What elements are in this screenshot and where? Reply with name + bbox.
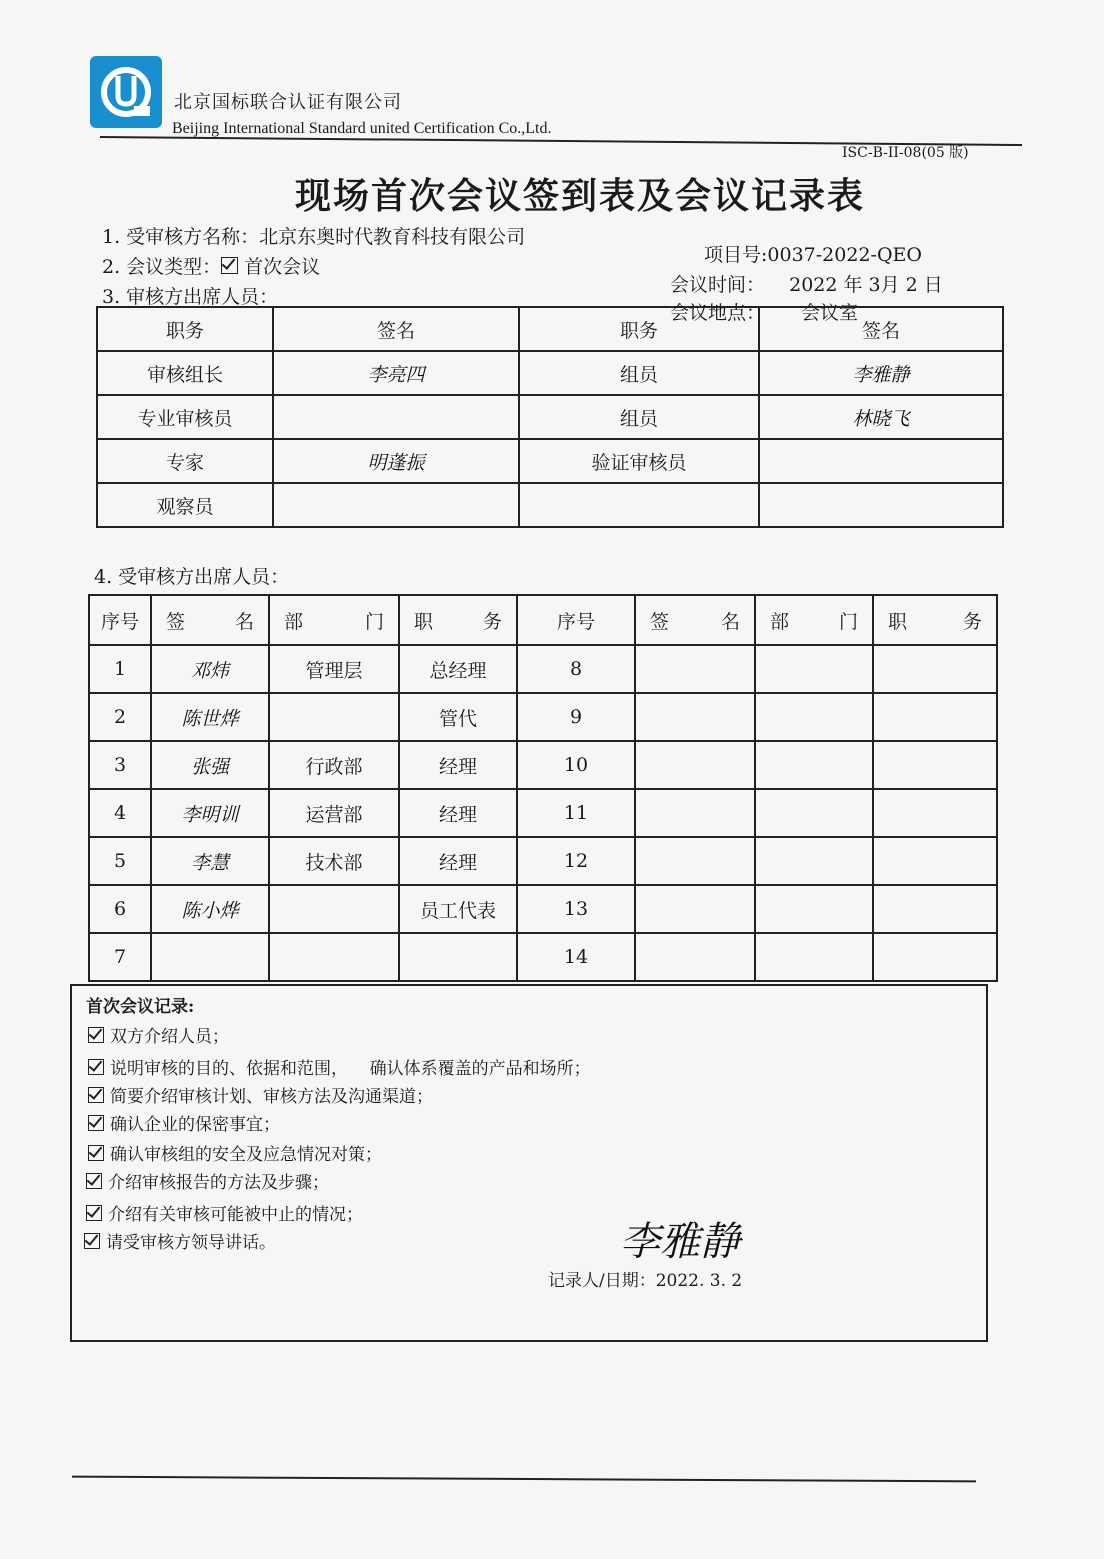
empty-cell	[873, 885, 997, 933]
header-sign-right: 签名	[759, 307, 1003, 351]
meeting-type-line	[102, 252, 320, 279]
header-sign-left: 签名	[273, 307, 519, 351]
row-number: 4	[89, 789, 151, 837]
role-cell: 专业审核员	[97, 395, 273, 439]
header-no-left: 序号	[89, 595, 151, 645]
signature-cell	[759, 439, 1003, 483]
table-row	[97, 351, 1003, 395]
empty-cell	[873, 933, 997, 981]
post-cell: 经理	[399, 789, 517, 837]
signature-cell: 邓炜	[151, 645, 269, 693]
signature-cell: 李亮四	[273, 351, 519, 395]
logo-icon	[90, 56, 162, 128]
empty-cell	[873, 789, 997, 837]
list-item	[88, 1082, 433, 1107]
project-number: 项目号:0037-2022-QEO	[704, 244, 922, 266]
company-logo	[90, 56, 162, 128]
dept-cell	[269, 693, 399, 741]
auditee-attendees-label: 4. 受审核方出席人员：	[94, 566, 290, 588]
empty-cell	[755, 645, 873, 693]
header-role-right: 职务	[519, 307, 759, 351]
signature-cell: 李雅静	[759, 351, 1003, 395]
empty-cell	[755, 741, 873, 789]
role-cell: 验证审核员	[519, 439, 759, 483]
checked-box-icon	[88, 1059, 104, 1075]
minutes-title: 首次会议记录:	[86, 997, 195, 1017]
table-row	[97, 483, 1003, 527]
table-row	[97, 395, 1003, 439]
signature-cell	[759, 483, 1003, 527]
meeting-place-value: 会议室	[801, 302, 859, 324]
list-item	[84, 1228, 276, 1253]
signature-cell	[273, 483, 519, 527]
role-cell: 组员	[519, 351, 759, 395]
checked-box-icon	[88, 1087, 104, 1103]
list-item	[88, 1140, 382, 1165]
signature-cell	[151, 933, 269, 981]
table-row	[89, 741, 997, 789]
role-cell: 审核组长	[97, 351, 273, 395]
row-number: 7	[89, 933, 151, 981]
row-number: 12	[517, 837, 635, 885]
signature-cell: 张强	[151, 741, 269, 789]
row-number: 9	[517, 693, 635, 741]
auditee-line	[102, 222, 525, 249]
meeting-type-value: 首次会议	[244, 256, 321, 278]
dept-cell: 运营部	[269, 789, 399, 837]
row-number: 3	[89, 741, 151, 789]
list-item	[86, 1200, 363, 1225]
signature-cell: 林晓飞	[759, 395, 1003, 439]
post-cell: 经理	[399, 837, 517, 885]
header-post-left	[399, 595, 517, 645]
empty-cell	[755, 885, 873, 933]
signature-cell: 李慧	[151, 837, 269, 885]
auditee-header-row	[89, 595, 997, 645]
auditee-attendees-table	[88, 594, 998, 982]
item-text: 双方介绍人员；	[110, 1027, 229, 1047]
table-row	[89, 885, 997, 933]
list-item	[86, 1168, 329, 1193]
post-cell: 总经理	[399, 645, 517, 693]
header-dept-right	[755, 595, 873, 645]
header-text: 签	[166, 610, 186, 633]
meeting-type-label: 2. 会议类型：	[102, 256, 222, 278]
company-name-en: Beijing International Standard united Certification Co.,Ltd.	[172, 120, 552, 137]
meeting-place-label: 会议地点：	[670, 302, 766, 324]
header-text: 部	[770, 610, 790, 633]
post-cell: 管代	[399, 693, 517, 741]
post-cell	[399, 933, 517, 981]
checked-box-icon	[221, 257, 238, 274]
checked-box-icon	[88, 1115, 104, 1131]
row-number: 2	[89, 693, 151, 741]
role-cell: 组员	[519, 395, 759, 439]
header-text: 门	[364, 610, 384, 633]
role-cell	[519, 483, 759, 527]
row-number: 5	[89, 837, 151, 885]
company-name-cn: 北京国标联合认证有限公司	[174, 92, 402, 113]
item-text: 请受审核方领导讲话。	[106, 1233, 276, 1253]
post-cell: 经理	[399, 741, 517, 789]
signature-cell: 明蓬振	[273, 439, 519, 483]
signature-cell: 李明训	[151, 789, 269, 837]
item-text: 说明审核的目的、依据和范围， 确认体系覆盖的产品和场所；	[110, 1059, 591, 1079]
dept-cell	[269, 885, 399, 933]
table-row	[89, 645, 997, 693]
header-text: 部	[284, 610, 304, 633]
empty-cell	[873, 693, 997, 741]
item-text: 确认审核组的安全及应急情况对策；	[110, 1145, 382, 1165]
empty-cell	[635, 693, 755, 741]
row-number: 8	[517, 645, 635, 693]
recorder-signature: 李雅静	[620, 1219, 740, 1265]
signature-cell	[273, 395, 519, 439]
audit-team-table	[96, 306, 1004, 528]
item-text: 确认企业的保密事宜；	[110, 1115, 280, 1135]
header-text: 务	[962, 610, 982, 633]
header-sign-right	[635, 595, 755, 645]
recorder-line: 记录人/日期：2022. 3. 2	[548, 1271, 743, 1291]
empty-cell	[755, 837, 873, 885]
auditee-label: 1. 受审核方名称：	[102, 226, 260, 248]
empty-cell	[635, 837, 755, 885]
empty-cell	[635, 645, 755, 693]
dept-cell: 技术部	[269, 837, 399, 885]
row-number: 1	[89, 645, 151, 693]
list-item	[88, 1054, 591, 1079]
empty-cell	[755, 933, 873, 981]
row-number: 11	[517, 789, 635, 837]
header-text: 务	[482, 610, 502, 633]
empty-cell	[635, 933, 755, 981]
table-row	[89, 693, 997, 741]
item-text: 介绍有关审核可能被中止的情况；	[108, 1205, 363, 1225]
checked-box-icon	[84, 1233, 100, 1249]
row-number: 10	[517, 741, 635, 789]
empty-cell	[755, 789, 873, 837]
meeting-time-line	[670, 270, 943, 297]
empty-cell	[635, 741, 755, 789]
auditor-attendees-label: 3. 审核方出席人员：	[102, 286, 279, 308]
dept-cell: 行政部	[269, 741, 399, 789]
header-text: 职	[888, 610, 908, 633]
row-number: 13	[517, 885, 635, 933]
header-post-right	[873, 595, 997, 645]
item-text: 简要介绍审核计划、审核方法及沟通渠道；	[110, 1087, 433, 1107]
table-row	[89, 933, 997, 981]
empty-cell	[755, 693, 873, 741]
checked-box-icon	[86, 1205, 102, 1221]
role-cell: 专家	[97, 439, 273, 483]
meeting-time-label: 会议时间：	[670, 274, 766, 296]
row-number: 14	[517, 933, 635, 981]
header-no-right: 序号	[517, 595, 635, 645]
post-cell: 员工代表	[399, 885, 517, 933]
row-number: 6	[89, 885, 151, 933]
header-dept-left	[269, 595, 399, 645]
checked-box-icon	[88, 1145, 104, 1161]
meeting-time-value: 2022 年 3月 2 日	[789, 274, 943, 296]
header-text: 职	[414, 610, 434, 633]
header-sign-left	[151, 595, 269, 645]
empty-cell	[873, 741, 997, 789]
header-text: 门	[838, 610, 858, 633]
checked-box-icon	[88, 1027, 104, 1043]
empty-cell	[873, 837, 997, 885]
dept-cell: 管理层	[269, 645, 399, 693]
header-text: 名	[234, 610, 254, 633]
dept-cell	[269, 933, 399, 981]
signature-cell: 陈小烨	[151, 885, 269, 933]
form-code: ISC-B-II-08(05 版)	[842, 145, 969, 161]
empty-cell	[635, 885, 755, 933]
audit-team-header-row	[97, 307, 1003, 351]
header-text: 签	[650, 610, 670, 633]
checked-box-icon	[86, 1173, 102, 1189]
header-text: 名	[720, 610, 740, 633]
item-text: 介绍审核报告的方法及步骤；	[108, 1173, 329, 1193]
table-row	[89, 837, 997, 885]
header-role-left: 职务	[97, 307, 273, 351]
list-item	[88, 1110, 280, 1135]
role-cell: 观察员	[97, 483, 273, 527]
table-row	[89, 789, 997, 837]
table-row	[97, 439, 1003, 483]
footer-divider	[72, 1476, 976, 1482]
empty-cell	[635, 789, 755, 837]
signature-cell: 陈世烨	[151, 693, 269, 741]
list-item	[88, 1022, 229, 1047]
auditee-value: 北京东奥时代教育科技有限公司	[259, 226, 526, 248]
document-title: 现场首次会议签到表及会议记录表	[294, 175, 865, 217]
empty-cell	[873, 645, 997, 693]
